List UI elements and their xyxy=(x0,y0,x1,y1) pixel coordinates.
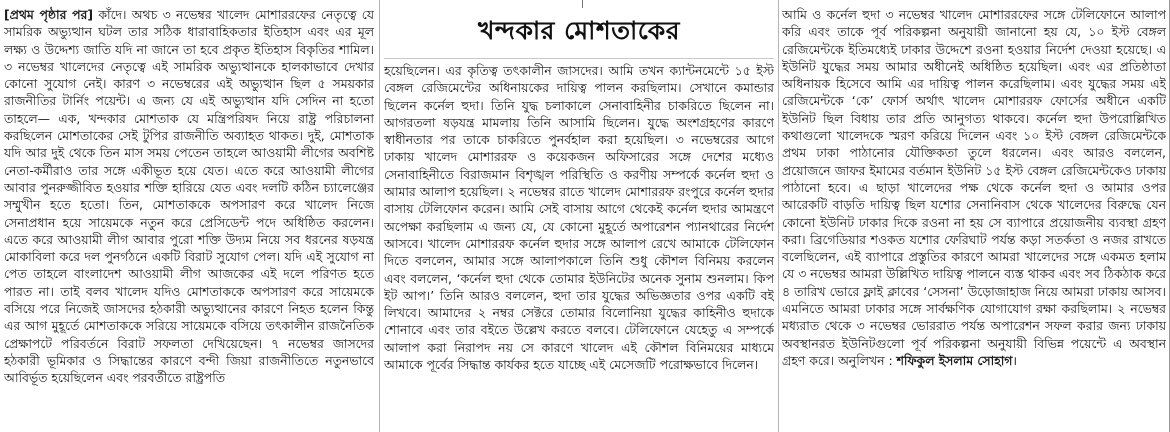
article-headline: খন্দকার মোশতাকের xyxy=(477,15,681,45)
column-divider-right xyxy=(778,0,779,432)
jump-tag: [প্রথম পৃষ্ঠার পর] xyxy=(4,7,93,22)
article-column-2 xyxy=(384,62,774,432)
column-2-text: হয়েছিলেন। এর কৃতিত্ব তৎকালীন জাসদের। আমি তখন ক্যান্টনমেন্টে ১৫ ইস্ট বেঙ্গল রেজিমেন্টের অধিনায়কের দায়িত্ব পালন করছিলাম। সেখানে কমান্ডার ছিলেন কর্নেল হুদা। তিনি যুদ্ধ চলাকালে সেনাবাহিনীর চাকরিতে ছিলেন না। আগরতলা ষড়যন্ত্র মামলায় তিনি আসামি ছিলেন। যুদ্ধে অংশগ্রহণের কারণে স্বাধীনতার পর তাকে চাকরিতে পুনর্বহাল করা হয়েছিল। ৩ নভেম্বরের আগে ঢাকায় খালেদ মোশাররফ ও কয়েকজন অফিসারের সঙ্গে দেশের মধ্যেও সেনাবাহিনীতে বিরাজমান বিশৃঙ্খল পরিস্থিতি ও করণীয় সম্পর্কে কর্নেল হুদা ও আমার আলাপ হয়েছিল। ২ নভেম্বর রাতে খালেদ মোশাররফ রংপুরে কর্নেল হুদার বাসায় টেলিফোন করেন। আমি সেই বাসায় আগে থেকেই কর্নেল হুদার আমন্ত্রণে অপেক্ষা করছিলাম এ জন্য যে, যে কোনো মুহূর্তে অপারেশন প্যানথারের নির্দেশ আসবে। খালেদ মোশাররফ কর্নেল হুদার সঙ্গে আলাপ রেখে আমাকে টেলিফোন দিতে বললেন, আমার সঙ্গে আলাপকালে তিনি শুধু কৌশল বিনিময় করলেন এবং বললেন, ‘কর্নেল হুদা থেকে তোমার ইউনিটের অনেক সুনাম শুনলাম। কিপ ইট আপ।’ তিনি আরও বললেন, হুদা তার যুদ্ধের অভিজ্ঞতার ওপর একটি বই লিখবে। আমাদের ২ নম্বর সেক্টরে তোমার বিলোনিয়া যুদ্ধের কাহিনীও হুদাকে শোনাবে এবং তার বইতে উল্লেখ করতে বলবে। টেলিফোনে যেহেতু এ সম্পর্কে আলাপ করা নিরাপদ নয় সে কারণে খালেদ এই কৌশল বিনিময়ের মাধ্যমে আমাকে পূর্বের সিদ্ধান্ত কার্যকর হতে যাচ্ছে এই মেসেজটি পরোক্ষভাবে দিলেন। xyxy=(384,63,774,373)
byline-label: অনুলিখন : xyxy=(838,352,893,368)
column-divider-left xyxy=(379,0,380,432)
article-column-3 xyxy=(782,6,1166,430)
column-3-paragraph xyxy=(782,6,1166,369)
headline-box xyxy=(384,6,774,59)
article-column-1 xyxy=(4,6,374,430)
end-mark: । xyxy=(1012,352,1018,368)
column-1-paragraph xyxy=(4,6,374,387)
column-1-text: কাঁদে। অথচ ৩ নভেম্বর খালেদ মোশাররফের নেতৃত্বে যে সামরিক অভ্যুত্থান ঘটল তার সঠিক ধারাবাহিকতার ইতিহাস এবং এর মূল লক্ষ্য ও উদ্দেশ্য জাতি যদি না জানে তা হবে প্রকৃত ইতিহাস বিকৃতির শামিল। ৩ নভেম্বর খালেদের নেতৃত্বে এই সামরিক অভ্যুত্থানকে হালকাভাবে দেখার কোনো সুযোগ নেই। কারণ ৩ নভেম্বরের এই অভ্যুত্থান ছিল ৫ সময়কার রাজনীতির টার্নিং পয়েন্ট। এ জন্য যে এই অভ্যুত্থান যদি সেদিন না হতো তাহলে— এক, খন্দকার মোশতাক যে মন্ত্রিপরিষদ নিয়ে রাষ্ট্র পরিচালনা করছিলেন মোশতাকের সেই টুপির রাজনীতি অব্যাহত থাকত। দুই, মোশতাক যদি আর দুই থেকে তিন মাস সময় পেতেন তাহলে আওয়ামী লীগের অবশিষ্ট নেতা-কর্মীরাও তার সঙ্গে একীভূত হয়ে যেত। এতে করে আওয়ামী লীগের আবার পুনরুজ্জীবিত হওয়ার শক্তি হারিয়ে যেত এবং দলটি কঠিন চ্যালেঞ্জের সম্মুখীন হতে হতো। তিন, মোশতাককে অপসারণ করে খালেদ নিজে সেনাপ্রধান হয়ে সায়েমকে নতুন করে প্রেসিডেন্ট পদে অধিষ্ঠিত করলেন। এতে করে আওয়ামী লীগ আবার পুরো শক্তি উদ্যম নিয়ে সব ধরনের ষড়যন্ত্র মোকাবিলা করে দল পুনর্গঠনে একটি বিরাট সুযোগ পেল। যদি এই সুযোগ না পেত তাহলে বাংলাদেশ আওয়ামী লীগ আজকের এই দলে পরিণত হতে পারত না। তাই বলব খালেদ যদিও মোশতাককে অপসারণ করে সায়েমকে বসিয়ে পরে নিজেই জাসদের হঠকারী অভ্যুত্থানের কারণে নিহত হলেন কিন্তু এর আগ মুহূর্তে মোশতাককে সরিয়ে সায়েমকে বসিয়ে তৎকালীন রাজনৈতিক প্রেক্ষাপটে পরিবর্তনে বিরাট সফলতা দেখিয়েছেন। ৭ নভেম্বর জাসদের হঠকারী ভূমিকার ও সিদ্ধান্তের কারণে বন্দী জিয়া রাজনীতিতে নতুনভাবে আবির্ভূত হয়েছিলেন এবং পরবর্তীতে রাষ্ট্রপতি xyxy=(4,7,374,386)
byline-name: শফিকুল ইসলাম সোহাগ xyxy=(896,352,1013,368)
column-3-text: আমি ও কর্নেল হুদা ৩ নভেম্বর খালেদ মোশাররফের সঙ্গে টেলিফোনে আলাপ করি এবং তাকে পূর্ব পরিকল্পনা অনুযায়ী জানানো হয় যে, ১০ ইস্ট বেঙ্গল রেজিমেন্টকে ইতিমধ্যেই ঢাকার উদ্দেশে রওনা হওয়ার নির্দেশ দেওয়া হয়েছে। এ ইউনিট যুদ্ধের সময় আমার অধীনেই অধিষ্ঠিত হয়েছিল। এবং এর প্রতিষ্ঠাতা অধিনায়ক হিসেবে আমি এর দায়িত্ব পালন করেছিলাম। এবং যুদ্ধের সময় এই রেজিমেন্টকে ‘কে’ ফোর্স অর্থাৎ খালেদ মোশাররফ ফোর্সের অধীনে একটি ইউনিট ছিল বিধায় তার প্রতি আনুগত্য থাকবে। কর্নেল হুদা উপরোল্লিখিত কথাগুলো খালেদকে স্মরণ করিয়ে দিলেন এবং ১০ ইস্ট বেঙ্গল রেজিমেন্টকে প্রথম ঢাকা পাঠানোর যৌক্তিকতা তুলে ধরলেন। এবং আরও বললেন, প্রয়োজনে জাফর ইমামের বর্তমান ইউনিট ১৫ ইস্ট বেঙ্গল রেজিমেন্টকেও ঢাকায় পাঠানো হবে। এ ছাড়া খালেদের পক্ষ থেকে কর্নেল হুদা ও আমার ওপর আরেকটি বাড়তি দায়িত্ব ছিল যশোর সেনানিবাস থেকে খালেদের বিরুদ্ধে যেন কোনো ইউনিট ঢাকার দিকে রওনা না হয় সে ব্যাপারে প্রয়োজনীয় ব্যবস্থা গ্রহণ করা। ব্রিগেডিয়ার শওকত যশোর ফেরিঘাট পর্যন্ত কড়া সতর্কতা ও নজর রাখতে বলেছিলেন, এই ব্যাপারে প্রস্তুতির কারণে আমরা খালেদের সঙ্গে একমত হলাম যে ৩ নভেম্বর আমরা উল্লিখিত দায়িত্ব পালনে ব্যস্ত থাকব এবং সব ঠিকঠাক করে ৪ তারিখ ভোরে ফ্লাই ক্লাবের ‘সেসনা’ উড়োজাহাজ নিয়ে আমরা ঢাকায় আসব। এমনিতে আমরা ঢাকার সঙ্গে সার্বক্ষণিক যোগাযোগ রক্ষা করছিলাম। ২ নভেম্বর মধ্যরাত থেকে ৩ নভেম্বর ভোররাত পর্যন্ত অপারেশন সফল করার জন্য ঢাকায় অবস্থানরত ইউনিটগুলো পূর্ব পরিকল্পনা অনুযায়ী বিভিন্ন পয়েন্টে এ অবস্থান গ্রহণ করে। xyxy=(782,7,1166,368)
